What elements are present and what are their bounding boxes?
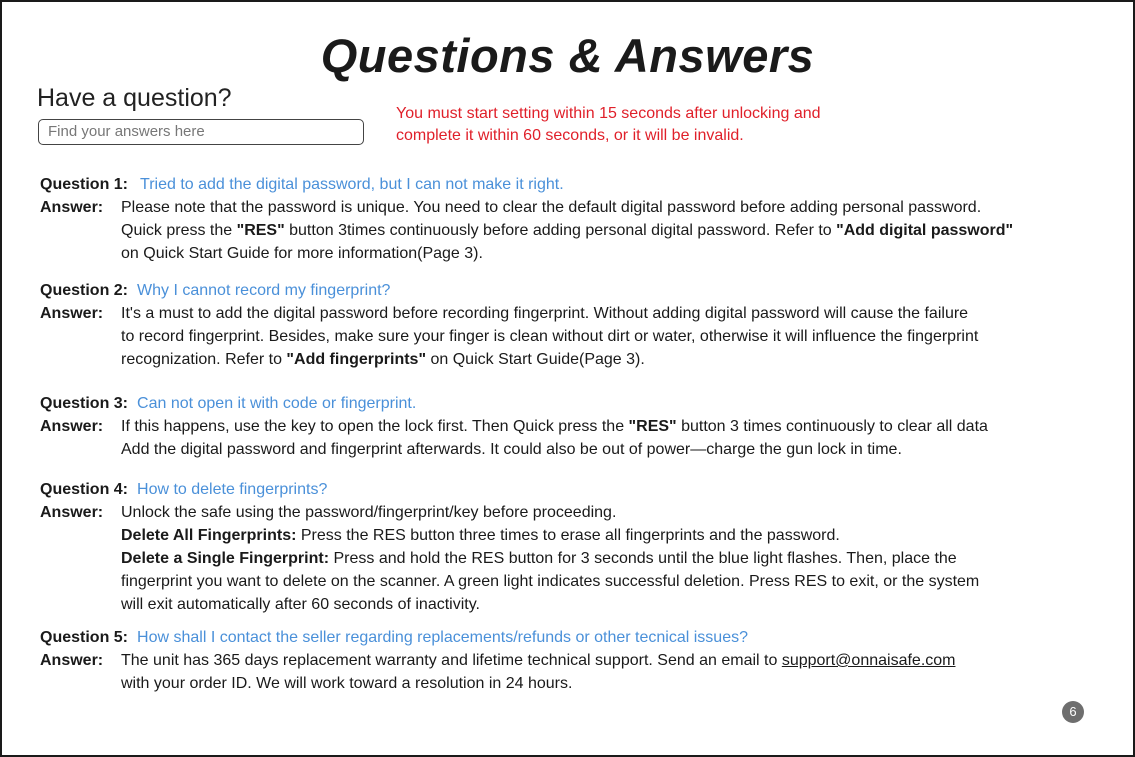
search-input[interactable] — [48, 123, 363, 140]
question-row — [40, 392, 1115, 415]
answer-line: recognization. Refer to "Add fingerprints" on Quick Start Guide(Page 3). — [121, 351, 645, 368]
answer-row — [40, 302, 1115, 371]
support-email-link[interactable]: support@onnaisafe.com — [781, 652, 956, 669]
question-label: Question 1: — [40, 176, 129, 193]
question-text: Tried to add the digital password, but I can not make it right. — [140, 176, 564, 193]
timing-notice — [396, 103, 916, 147]
qa-item-1 — [40, 173, 1115, 265]
search-box[interactable] — [38, 119, 364, 145]
qa-item-3 — [40, 392, 1115, 461]
question-text: Why I cannot record my fingerprint? — [137, 282, 391, 299]
answer-row — [40, 196, 1115, 265]
answer-line: Delete a Single Fingerprint: Press and hold the RES button for 3 seconds until the blue light flashes. Then, place the — [121, 550, 957, 567]
qa-item-4 — [40, 478, 1115, 616]
answer-row — [40, 649, 1115, 695]
answer-label: Answer: — [40, 504, 104, 521]
answer-line: If this happens, use the key to open the lock first. Then Quick press the "RES" button 3 times continuously to clear all data — [121, 418, 988, 435]
notice-line-1: You must start setting within 15 seconds after unlocking and — [396, 105, 821, 122]
answer-label: Answer: — [40, 199, 104, 216]
qa-item-5 — [40, 626, 1115, 695]
question-label: Question 4: — [40, 481, 129, 498]
question-label: Question 3: — [40, 395, 129, 412]
question-text: How shall I contact the seller regarding replacements/refunds or other tecnical issues? — [137, 629, 748, 646]
search-heading: Have a question? — [37, 84, 232, 112]
answer-line: will exit automatically after 60 seconds of inactivity. — [121, 596, 480, 613]
answer-text — [121, 649, 1115, 695]
question-row — [40, 173, 1115, 196]
answer-line: Quick press the "RES" button 3times continuously before adding personal digital password. Refer to "Add digital password" — [121, 222, 1014, 239]
answer-row — [40, 501, 1115, 616]
question-row — [40, 279, 1115, 302]
answer-label: Answer: — [40, 305, 104, 322]
answer-line: Please note that the password is unique. You need to clear the default digital password before adding personal password. — [121, 199, 982, 216]
answer-text — [121, 196, 1115, 265]
page-title: Questions & Answers — [320, 29, 815, 82]
answer-line: to record fingerprint. Besides, make sure your finger is clean without dirt or water, otherwise it will influence the fingerprint — [121, 328, 979, 345]
answer-line: Unlock the safe using the password/fingerprint/key before proceeding. — [121, 504, 617, 521]
answer-text — [121, 302, 1115, 371]
page-number-badge: 6 — [1062, 701, 1084, 723]
question-text: Can not open it with code or fingerprint. — [137, 395, 417, 412]
answer-label: Answer: — [40, 652, 104, 669]
qa-item-2 — [40, 279, 1115, 371]
answer-line: Add the digital password and fingerprint afterwards. It could also be out of power—charge the gun lock in time. — [121, 441, 902, 458]
answer-label: Answer: — [40, 418, 104, 435]
answer-text — [121, 501, 1115, 616]
question-label: Question 5: — [40, 629, 129, 646]
answer-line: fingerprint you want to delete on the scanner. A green light indicates successful deletion. Press RES to exit, or the system — [121, 573, 980, 590]
answer-line: with your order ID. We will work toward a resolution in 24 hours. — [121, 675, 573, 692]
question-text: How to delete fingerprints? — [137, 481, 328, 498]
question-label: Question 2: — [40, 282, 129, 299]
question-row — [40, 478, 1115, 501]
answer-text — [121, 415, 1115, 461]
answer-row — [40, 415, 1115, 461]
answer-line: on Quick Start Guide for more information(Page 3). — [121, 245, 483, 262]
answer-line: The unit has 365 days replacement warranty and lifetime technical support. Send an email to support@onnaisafe.com — [121, 652, 956, 669]
answer-line: Delete All Fingerprints: Press the RES button three times to erase all fingerprints and the password. — [121, 527, 840, 544]
question-row — [40, 626, 1115, 649]
notice-line-2: complete it within 60 seconds, or it will be invalid. — [396, 127, 744, 144]
answer-line: It's a must to add the digital password before recording fingerprint. Without adding digital password will cause the failure — [121, 305, 969, 322]
